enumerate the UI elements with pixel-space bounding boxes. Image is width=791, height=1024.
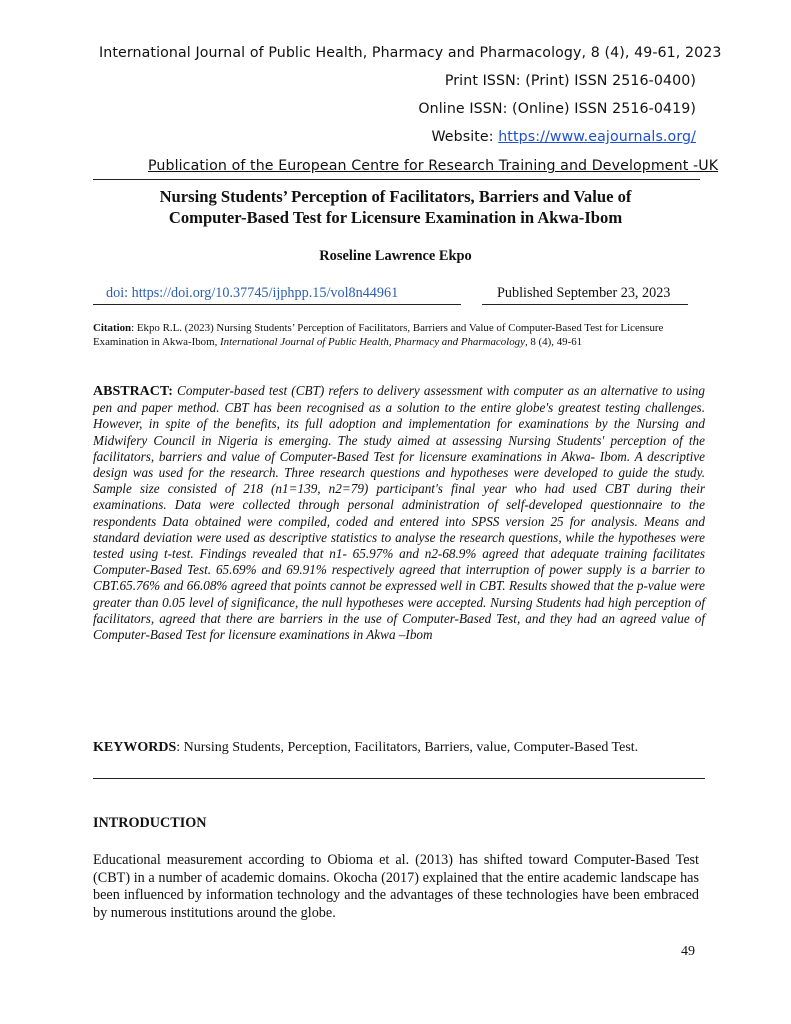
introduction-body: Educational measurement according to Obioma et al. (2013) has shifted toward Computer-Based Test (CBT) in a number of academic domains. Okocha (2017) explained that the entire academic landscape has been influenced by information technology and the advantages of these technologies have been embraced by numerous institutions around the globe.	[93, 852, 699, 921]
doi-underline	[93, 304, 461, 305]
published-underline	[482, 304, 688, 305]
keywords-text: : Nursing Students, Perception, Facilitators, Barriers, value, Computer-Based Test.	[176, 740, 639, 755]
title-line-1: Nursing Students’ Perception of Facilitators, Barriers and Value of	[159, 187, 632, 206]
title-line-2: Computer-Based Test for Licensure Examination in Akwa-Ibom	[168, 208, 623, 227]
print-issn: Print ISSN: (Print) ISSN 2516-0400)	[444, 73, 696, 89]
citation-tail: , 8 (4), 49-61	[524, 336, 583, 348]
website-link[interactable]: https://www.eajournals.org/	[498, 129, 696, 145]
citation-journal: International Journal of Public Health, Pharmacy and Pharmacology	[220, 336, 525, 348]
journal-header: International Journal of Public Health, Pharmacy and Pharmacology, 8 (4), 49-61, 2023	[99, 45, 722, 61]
article-title	[100, 186, 691, 228]
published-date: Published September 23, 2023	[497, 285, 671, 301]
author-name: Roseline Lawrence Ekpo	[319, 248, 472, 264]
introduction-heading: INTRODUCTION	[93, 815, 207, 831]
online-issn: Online ISSN: (Online) ISSN 2516-0419)	[418, 101, 696, 117]
header-divider	[93, 179, 700, 180]
website-label: Website:	[431, 129, 499, 145]
keywords-label: KEYWORDS	[93, 740, 177, 755]
keywords-divider	[93, 778, 705, 779]
abstract-text: Computer-based test (CBT) refers to delivery assessment with computer as an alternative to using pen and paper method. CBT has been recognised as a solution to the entire globe's greatest testing challenges. However, in spite of the benefits, its full adoption and implementation for examinations by the Nursing and Midwifery Council in Nigeria is emerging. The study aimed at assessing Nursing Students' perception of the facilitators, barriers and value of Computer-Based Test for licensure examinations in Akwa- Ibom. A descriptive design was used for the research. Three research questions and hypotheses were developed to guide the study. Sample size consisted of 218 (n1=139, n2=79) participant's final year who had used CBT during their examinations. Data were collected through personal administration of self-developed questionnaire to the respondents Data obtained were compiled, coded and entered into SPSS version 25 for analysis. Means and standard deviation were used as descriptive statistics to analyse the research questions, while the hypotheses were tested using t-test. Findings revealed that n1- 65.97% and n2-68.9% agreed that adequate training facilitates Computer-Based Test. 65.69% and 69.91% respectively agreed that interruption of power supply is a barrier to CBT.65.76% and 66.08% agreed that points cannot be expressed well in CBT. Results showed that the p-value were greater than 0.05 level of significance, the null hypotheses were accepted. Nursing Students had high perception of facilitators, agreed that there are barriers in the use of Computer-Based Test, and they had an agreed value of Computer-Based Test for licensure examinations in Akwa –Ibom	[93, 383, 705, 643]
website-line	[431, 129, 696, 145]
abstract-label: ABSTRACT:	[93, 384, 173, 399]
citation	[93, 321, 705, 349]
keywords	[93, 740, 705, 756]
citation-text: : Ekpo R.L. (2023) Nursing Students’ Perception of Facilitators, Barriers and Value of Computer-Based Test for Licensure Examination in Akwa-Ibom,	[93, 322, 664, 348]
abstract	[93, 383, 705, 643]
doi-link[interactable]: doi: https://doi.org/10.37745/ijphpp.15/vol8n44961	[106, 285, 399, 301]
publisher-line: Publication of the European Centre for Research Training and Development -UK	[148, 158, 719, 174]
page-number: 49	[681, 944, 695, 959]
citation-label: Citation	[93, 322, 132, 334]
